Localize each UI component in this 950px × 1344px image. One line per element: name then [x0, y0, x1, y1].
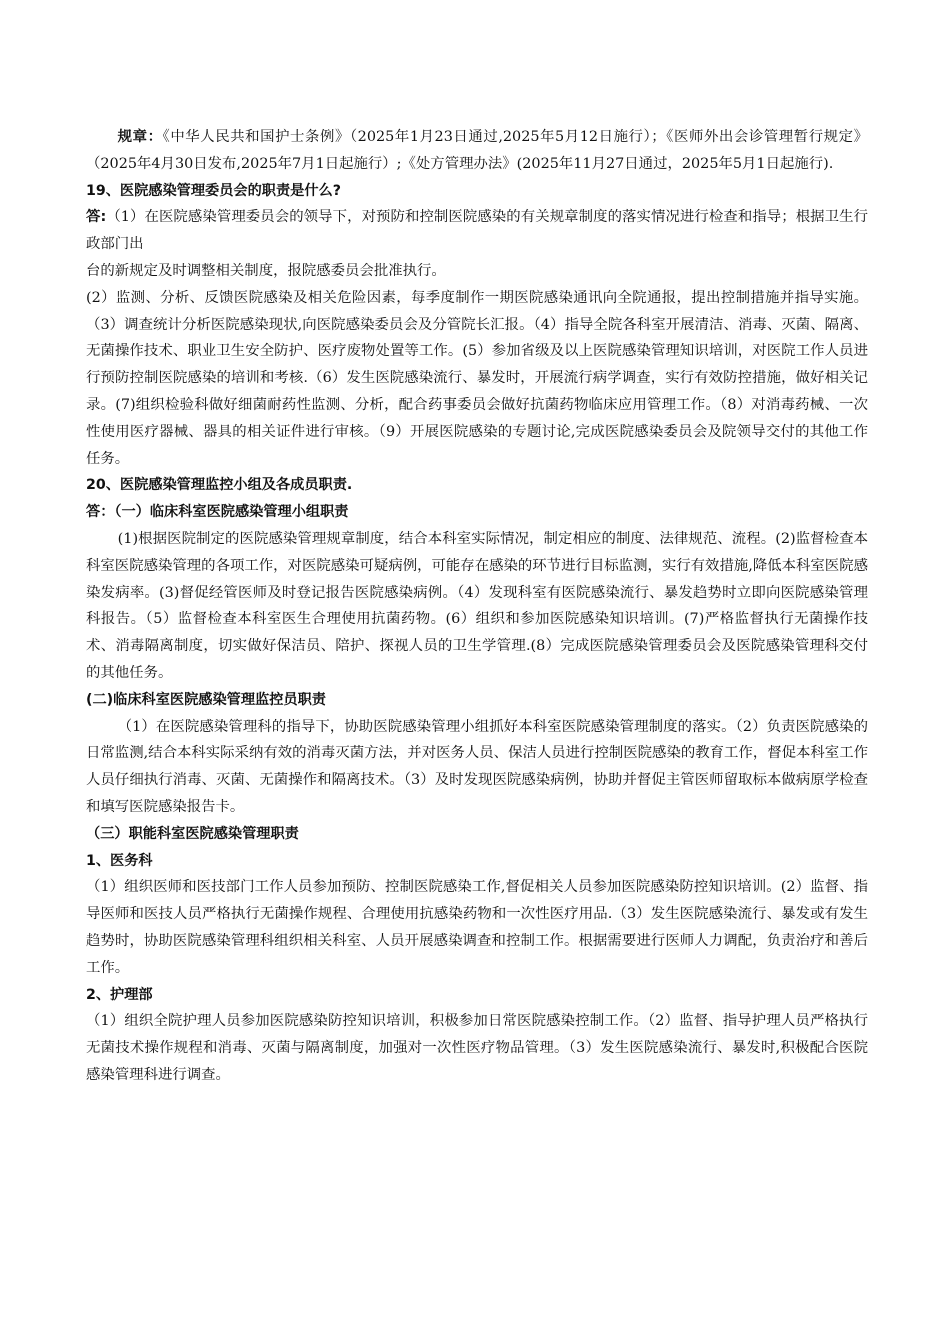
section-2-title: (二)临床科室医院感染管理监控员职责: [86, 691, 326, 708]
question-19-answer-p3: (2）监测、分析、反馈医院感染及相关危险因素，每季度制作一期医院感染通讯向全院通报，提出控制措施并指导实施。（3）调查统计分析医院感染现状,向医院感染委员会及分管院长汇报。（4）指导全院各科室开展清洁、消毒、灭菌、隔离、无菌操作技术、职业卫生安全防护、医疗废物处置等工作。(5）参加省级及以上医院感染管理知识培训，对医院工作人员进行预防控制医院感染的培训和考核.（6）发生医院感染流行、暴发时，开展流行病学调查，实行有效防控措施，做好相关记录。(7)组织检验科做好细菌耐药性监测、分析，配合药事委员会做好抗菌药物临床应用管理工作。（8）对消毒药械、一次性使用医疗器械、器具的相关证件进行审核。（9）开展医院感染的专题讨论,完成医院感染委员会及院领导交付的其他工作任务。: [86, 289, 868, 467]
question-20-answer-heading: [86, 499, 868, 526]
regulations-paragraph: [86, 124, 868, 178]
answer-19-text-1: （1）在医院感染管理委员会的领导下，对预防和控制医院感染的有关规章制度的落实情况进行检查和指导；根据卫生行政部门出: [86, 209, 868, 253]
question-19-answer-p1: [86, 204, 868, 258]
section-3-title: （三）职能科室医院感染管理职责: [86, 825, 299, 842]
answer-label-19: 答:: [86, 209, 107, 226]
dept-1-title: 1、医务科: [86, 852, 153, 869]
section-1-title: （一）临床科室医院感染管理小组职责: [114, 504, 349, 521]
dept-1-text: （1）组织医师和医技部门工作人员参加预防、控制医院感染工作,督促相关人员参加医院感染防控知识培训。(2）监督、指导医师和医技人员严格执行无菌操作规程、合理使用抗感染药物和一次性医疗用品.（3）发生医院感染流行、暴发或有发生趋势时，协助医院感染管理科组织相关科室、人员开展感染调查和控制工作。根据需要进行医师人力调配，负责治疗和善后工作。: [86, 879, 868, 976]
regulations-text: 《中华人民共和国护士条例》（2025年1月23日通过,2025年5月12日施行）；《医师外出会诊管理暂行规定》（2025年4月30日发布,2025年7月1日起施行）;《处方管理办法》(2025年11月27日通过，2025年5月1日起施行).: [86, 129, 868, 172]
question-19-heading: 19、医院感染管理委员会的职责是什么?: [86, 182, 341, 199]
answer-label-20: 答：: [86, 504, 115, 521]
section-2-text: （1）在医院感染管理科的指导下，协助医院感染管理小组抓好本科室医院感染管理制度的落实。（2）负责医院感染的日常监测,结合本科实际采纳有效的消毒灭菌方法，并对医务人员、保洁人员进行控制医院感染的教育工作，督促本科室工作人员仔细执行消毒、灭菌、无菌操作和隔离技术。（3）及时发现医院感染病例，协助并督促主管医师留取标本做病原学检查和填写医院感染报告卡。: [86, 718, 868, 815]
question-19-answer-p2: 台的新规定及时调整相关制度，报院感委员会批准执行。: [86, 262, 446, 279]
dept-2-title: 2、护理部: [86, 986, 153, 1003]
question-20-heading: 20、医院感染管理监控小组及各成员职责.: [86, 477, 353, 494]
regulations-label: 规章：: [117, 129, 163, 145]
section-1-text: (1)根据医院制定的医院感染管理规章制度，结合本科室实际情况，制定相应的制度、法律规范、流程。(2)监督检查本科室医院感染管理的各项工作，对医院感染可疑病例，可能存在感染的环节进行目标监测，实行有效措施,降低本科室医院感染发病率。(3)督促经管医师及时登记报告医院感染病例。（4）发现科室有医院感染流行、暴发趋势时立即向医院感染管理科报告。（5）监督检查本科室医生合理使用抗菌药物。(6）组织和参加医院感染知识培训。(7)严格监督执行无菌操作技术、消毒隔离制度，切实做好保洁员、陪护、探视人员的卫生学管理.(8）完成医院感染管理委员会及医院感染管理科交付的其他任务。: [86, 530, 868, 681]
dept-2-text: （1）组织全院护理人员参加医院感染防控知识培训，积极参加日常医院感染控制工作。（2）监督、指导护理人员严格执行无菌技术操作规程和消毒、灭菌与隔离制度，加强对一次性医疗物品管理。（3）发生医院感染流行、暴发时,积极配合医院感染管理科进行调查。: [86, 1013, 868, 1083]
